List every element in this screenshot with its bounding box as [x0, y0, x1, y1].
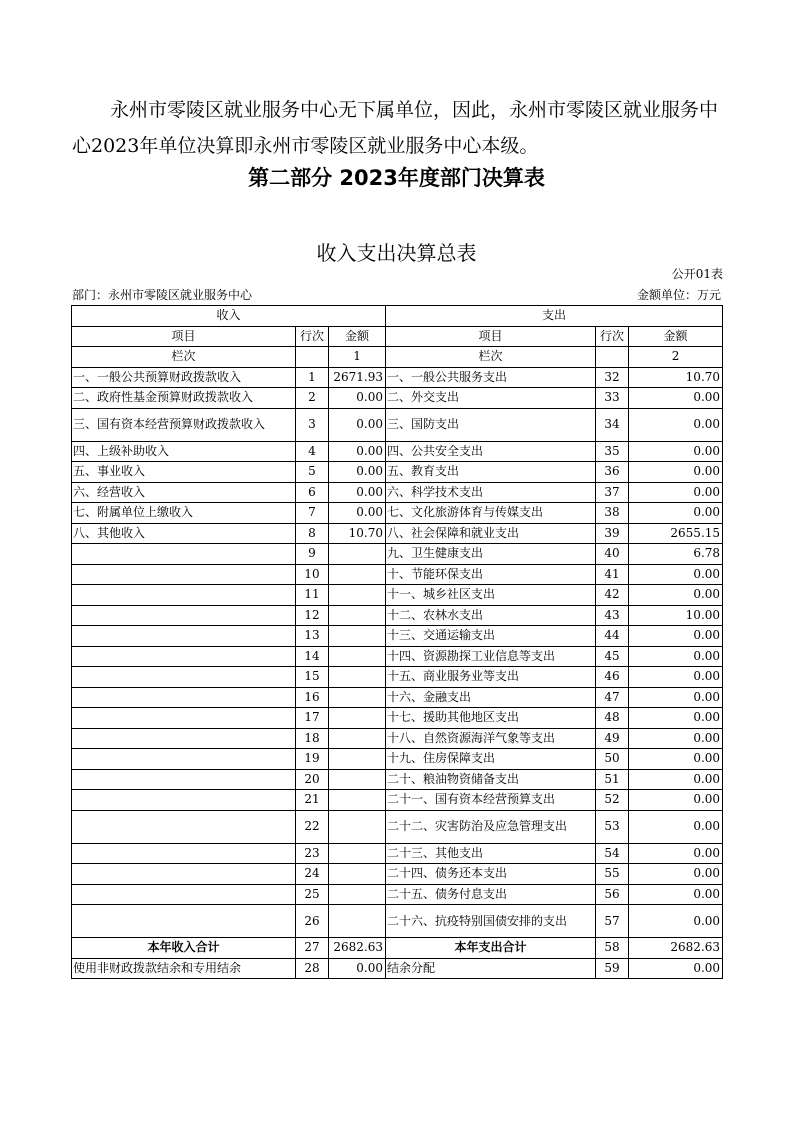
table-row: [72, 905, 723, 938]
expense-line-cell: 48: [596, 708, 629, 729]
expense-item-cell: 六、科学技术支出: [386, 482, 596, 503]
income-item-cell: 四、上级补助收入: [72, 441, 296, 462]
income-item-cell: 一、一般公共预算财政拨款收入: [72, 367, 296, 388]
expense-line-cell: 32: [596, 367, 629, 388]
income-column-blank: [296, 347, 329, 368]
expense-item-cell: 二十、粮油物资储备支出: [386, 769, 596, 790]
expense-amount-cell: 0.00: [629, 843, 723, 864]
income-line-cell: 8: [296, 523, 329, 544]
table-row: [72, 626, 723, 647]
table-row: [72, 462, 723, 483]
income-amount-cell: 2671.93: [329, 367, 386, 388]
expense-amount-cell: 0.00: [629, 687, 723, 708]
expense-item-cell: 十二、农林水支出: [386, 605, 596, 626]
income-amount-cell: [329, 790, 386, 811]
expense-amount-cell: 0.00: [629, 905, 723, 938]
income-item-cell: [72, 708, 296, 729]
income-line-cell: 2: [296, 388, 329, 409]
table-row: [72, 810, 723, 843]
income-line-cell: 12: [296, 605, 329, 626]
table-row: [72, 441, 723, 462]
table-row: [72, 769, 723, 790]
expense-amount-cell: 0.00: [629, 749, 723, 770]
expense-column-label: 栏次: [386, 347, 596, 368]
part-title: 第二部分 2023年度部门决算表: [248, 166, 545, 190]
income-amount-cell: 0.00: [329, 388, 386, 409]
income-amount-cell: 0.00: [329, 482, 386, 503]
income-amount-cell: [329, 749, 386, 770]
department-label: 部门：永州市零陵区就业服务中心: [72, 288, 253, 302]
expense-item-cell: 十六、金融支出: [386, 687, 596, 708]
income-line-cell: 1: [296, 367, 329, 388]
expense-line-cell: 46: [596, 667, 629, 688]
income-amount-cell: [329, 687, 386, 708]
income-item-cell: 使用非财政拨款结余和专用结余: [72, 958, 296, 979]
income-item-cell: [72, 769, 296, 790]
expense-line-cell: 38: [596, 503, 629, 524]
income-amount-cell: 0.00: [329, 441, 386, 462]
income-line-cell: 14: [296, 646, 329, 667]
expense-item-cell: 本年支出合计: [386, 938, 596, 959]
income-amount-cell: [329, 843, 386, 864]
expense-item-cell: 结余分配: [386, 958, 596, 979]
expense-line-cell: 57: [596, 905, 629, 938]
expense-line-cell: 49: [596, 728, 629, 749]
income-item-cell: [72, 864, 296, 885]
expense-item-cell: 二十二、灾害防治及应急管理支出: [386, 810, 596, 843]
expense-amount-cell: 0.00: [629, 884, 723, 905]
expense-amount-cell: 0.00: [629, 708, 723, 729]
expense-item-cell: 十七、援助其他地区支出: [386, 708, 596, 729]
income-line-cell: 3: [296, 408, 329, 441]
income-item-cell: [72, 843, 296, 864]
income-line-cell: 16: [296, 687, 329, 708]
table-row: [72, 708, 723, 729]
income-amount-cell: [329, 708, 386, 729]
income-amount-cell: [329, 667, 386, 688]
expense-column-blank: [596, 347, 629, 368]
income-item-cell: [72, 626, 296, 647]
income-column-number: 1: [329, 347, 386, 368]
income-item-cell: 五、事业收入: [72, 462, 296, 483]
income-item-cell: 三、国有资本经营预算财政拨款收入: [72, 408, 296, 441]
table-row: [72, 503, 723, 524]
table-row: [72, 749, 723, 770]
table-row: [72, 843, 723, 864]
expense-line-cell: 43: [596, 605, 629, 626]
expense-item-cell: 一、一般公共服务支出: [386, 367, 596, 388]
expense-amount-cell: 10.00: [629, 605, 723, 626]
income-line-cell: 4: [296, 441, 329, 462]
expense-line-cell: 50: [596, 749, 629, 770]
income-item-cell: 八、其他收入: [72, 523, 296, 544]
income-line-cell: 24: [296, 864, 329, 885]
expense-line-cell: 44: [596, 626, 629, 647]
income-line-cell: 10: [296, 564, 329, 585]
income-item-cell: [72, 687, 296, 708]
income-line-cell: 9: [296, 544, 329, 565]
expense-line-cell: 36: [596, 462, 629, 483]
expense-item-cell: 十五、商业服务业等支出: [386, 667, 596, 688]
expense-header: 支出: [386, 306, 723, 327]
table-row: [72, 884, 723, 905]
income-line-cell: 21: [296, 790, 329, 811]
intro-paragraph: 永州市零陵区就业服务中心无下属单位，因此，永州市零陵区就业服务中心2023年单位决算即永州市零陵区就业服务中心本级。: [72, 99, 719, 157]
income-line-cell: 27: [296, 938, 329, 959]
table-row: [72, 408, 723, 441]
expense-line-cell: 34: [596, 408, 629, 441]
expense-amount-cell: 0.00: [629, 626, 723, 647]
expense-line-cell: 52: [596, 790, 629, 811]
expense-amount-cell: 0.00: [629, 646, 723, 667]
expense-item-cell: 二十一、国有资本经营预算支出: [386, 790, 596, 811]
income-amount-cell: [329, 769, 386, 790]
income-line-cell: 25: [296, 884, 329, 905]
income-line-cell: 5: [296, 462, 329, 483]
table-row: [72, 687, 723, 708]
income-line-cell: 28: [296, 958, 329, 979]
table-row: [72, 388, 723, 409]
income-amount-cell: 0.00: [329, 958, 386, 979]
income-item-cell: [72, 544, 296, 565]
table-row: [72, 728, 723, 749]
expense-line-cell: 59: [596, 958, 629, 979]
expense-item-cell: 八、社会保障和就业支出: [386, 523, 596, 544]
expense-item-cell: 十四、资源勘探工业信息等支出: [386, 646, 596, 667]
table-code: 公开01表: [671, 267, 723, 281]
income-item-cell: 本年收入合计: [72, 938, 296, 959]
expense-item-cell: 三、国防支出: [386, 408, 596, 441]
expense-item-cell: 二十六、抗疫特别国债安排的支出: [386, 905, 596, 938]
expense-amount-cell: 0.00: [629, 728, 723, 749]
income-amount-cell: [329, 544, 386, 565]
expense-amount-cell: 0.00: [629, 667, 723, 688]
expense-item-cell: 九、卫生健康支出: [386, 544, 596, 565]
expense-amount-cell: 0.00: [629, 462, 723, 483]
table-row: [72, 585, 723, 606]
income-amount-cell: 10.70: [329, 523, 386, 544]
expense-amount-cell: 0.00: [629, 790, 723, 811]
expense-item-cell: 十一、城乡社区支出: [386, 585, 596, 606]
expense-amount-cell: 0.00: [629, 564, 723, 585]
expense-item-cell: 二十四、债务还本支出: [386, 864, 596, 885]
expense-line-cell: 39: [596, 523, 629, 544]
expense-amount-cell: 10.70: [629, 367, 723, 388]
income-line-cell: 15: [296, 667, 329, 688]
expense-item-cell: 七、文化旅游体育与传媒支出: [386, 503, 596, 524]
expense-line-cell: 47: [596, 687, 629, 708]
income-item-cell: [72, 749, 296, 770]
income-amount-cell: [329, 864, 386, 885]
expense-item-cell: 五、教育支出: [386, 462, 596, 483]
expense-item-header: 项目: [386, 326, 596, 347]
table-row: [72, 646, 723, 667]
expense-item-cell: 十、节能环保支出: [386, 564, 596, 585]
income-amount-cell: 0.00: [329, 462, 386, 483]
expense-line-cell: 40: [596, 544, 629, 565]
table-row: [72, 958, 723, 979]
expense-amount-cell: 0.00: [629, 864, 723, 885]
income-item-cell: [72, 728, 296, 749]
income-line-cell: 19: [296, 749, 329, 770]
income-column-label: 栏次: [72, 347, 296, 368]
table-row: [72, 790, 723, 811]
unit-label: 金额单位：万元: [636, 288, 721, 302]
expense-line-cell: 42: [596, 585, 629, 606]
income-item-cell: [72, 810, 296, 843]
expense-amount-cell: 2682.63: [629, 938, 723, 959]
expense-amount-cell: 2655.15: [629, 523, 723, 544]
expense-item-cell: 十三、交通运输支出: [386, 626, 596, 647]
income-line-cell: 23: [296, 843, 329, 864]
income-item-cell: [72, 605, 296, 626]
expense-amount-cell: 0.00: [629, 388, 723, 409]
expense-column-number: 2: [629, 347, 723, 368]
table-title: 收入支出决算总表: [316, 241, 477, 265]
income-header: 收入: [72, 306, 386, 327]
expense-item-cell: 十九、住房保障支出: [386, 749, 596, 770]
income-amount-cell: [329, 564, 386, 585]
expense-amount-cell: 6.78: [629, 544, 723, 565]
expense-amount-header: 金额: [629, 326, 723, 347]
income-item-cell: 二、政府性基金预算财政拨款收入: [72, 388, 296, 409]
income-item-cell: [72, 790, 296, 811]
table-row: [72, 564, 723, 585]
income-amount-cell: [329, 810, 386, 843]
income-item-cell: [72, 585, 296, 606]
table-row: [72, 938, 723, 959]
income-item-cell: [72, 884, 296, 905]
income-item-cell: [72, 667, 296, 688]
table-row: [72, 544, 723, 565]
expense-line-cell: 35: [596, 441, 629, 462]
expense-line-cell: 37: [596, 482, 629, 503]
income-amount-header: 金额: [329, 326, 386, 347]
expense-amount-cell: 0.00: [629, 769, 723, 790]
expense-line-cell: 41: [596, 564, 629, 585]
expense-line-cell: 58: [596, 938, 629, 959]
income-item-cell: [72, 646, 296, 667]
expense-item-cell: 二十五、债务付息支出: [386, 884, 596, 905]
income-line-cell: 6: [296, 482, 329, 503]
table-row: [72, 605, 723, 626]
expense-line-cell: 33: [596, 388, 629, 409]
income-amount-cell: [329, 605, 386, 626]
expense-line-cell: 51: [596, 769, 629, 790]
income-line-cell: 7: [296, 503, 329, 524]
income-amount-cell: [329, 646, 386, 667]
expense-line-cell: 56: [596, 884, 629, 905]
expense-amount-cell: 0.00: [629, 482, 723, 503]
expense-line-header: 行次: [596, 326, 629, 347]
income-line-cell: 20: [296, 769, 329, 790]
expense-line-cell: 53: [596, 810, 629, 843]
expense-line-cell: 45: [596, 646, 629, 667]
expense-amount-cell: 0.00: [629, 408, 723, 441]
expense-item-cell: 四、公共安全支出: [386, 441, 596, 462]
expense-amount-cell: 0.00: [629, 503, 723, 524]
income-item-cell: 六、经营收入: [72, 482, 296, 503]
expense-item-cell: 十八、自然资源海洋气象等支出: [386, 728, 596, 749]
income-line-cell: 26: [296, 905, 329, 938]
table-row: [72, 523, 723, 544]
income-amount-cell: [329, 585, 386, 606]
table-row: [72, 864, 723, 885]
income-amount-cell: [329, 626, 386, 647]
expense-amount-cell: 0.00: [629, 958, 723, 979]
income-item-header: 项目: [72, 326, 296, 347]
income-amount-cell: 0.00: [329, 408, 386, 441]
table-row: [72, 482, 723, 503]
expense-amount-cell: 0.00: [629, 810, 723, 843]
income-line-cell: 22: [296, 810, 329, 843]
income-line-header: 行次: [296, 326, 329, 347]
income-line-cell: 18: [296, 728, 329, 749]
income-amount-cell: 2682.63: [329, 938, 386, 959]
expense-line-cell: 54: [596, 843, 629, 864]
income-amount-cell: 0.00: [329, 503, 386, 524]
income-item-cell: 七、附属单位上缴收入: [72, 503, 296, 524]
income-amount-cell: [329, 905, 386, 938]
income-line-cell: 17: [296, 708, 329, 729]
budget-summary-table: [71, 305, 723, 979]
expense-amount-cell: 0.00: [629, 585, 723, 606]
table-row: [72, 667, 723, 688]
expense-amount-cell: 0.00: [629, 441, 723, 462]
expense-item-cell: 二十三、其他支出: [386, 843, 596, 864]
income-item-cell: [72, 564, 296, 585]
income-item-cell: [72, 905, 296, 938]
expense-item-cell: 二、外交支出: [386, 388, 596, 409]
income-amount-cell: [329, 728, 386, 749]
table-row: [72, 367, 723, 388]
income-line-cell: 11: [296, 585, 329, 606]
expense-line-cell: 55: [596, 864, 629, 885]
income-amount-cell: [329, 884, 386, 905]
income-line-cell: 13: [296, 626, 329, 647]
